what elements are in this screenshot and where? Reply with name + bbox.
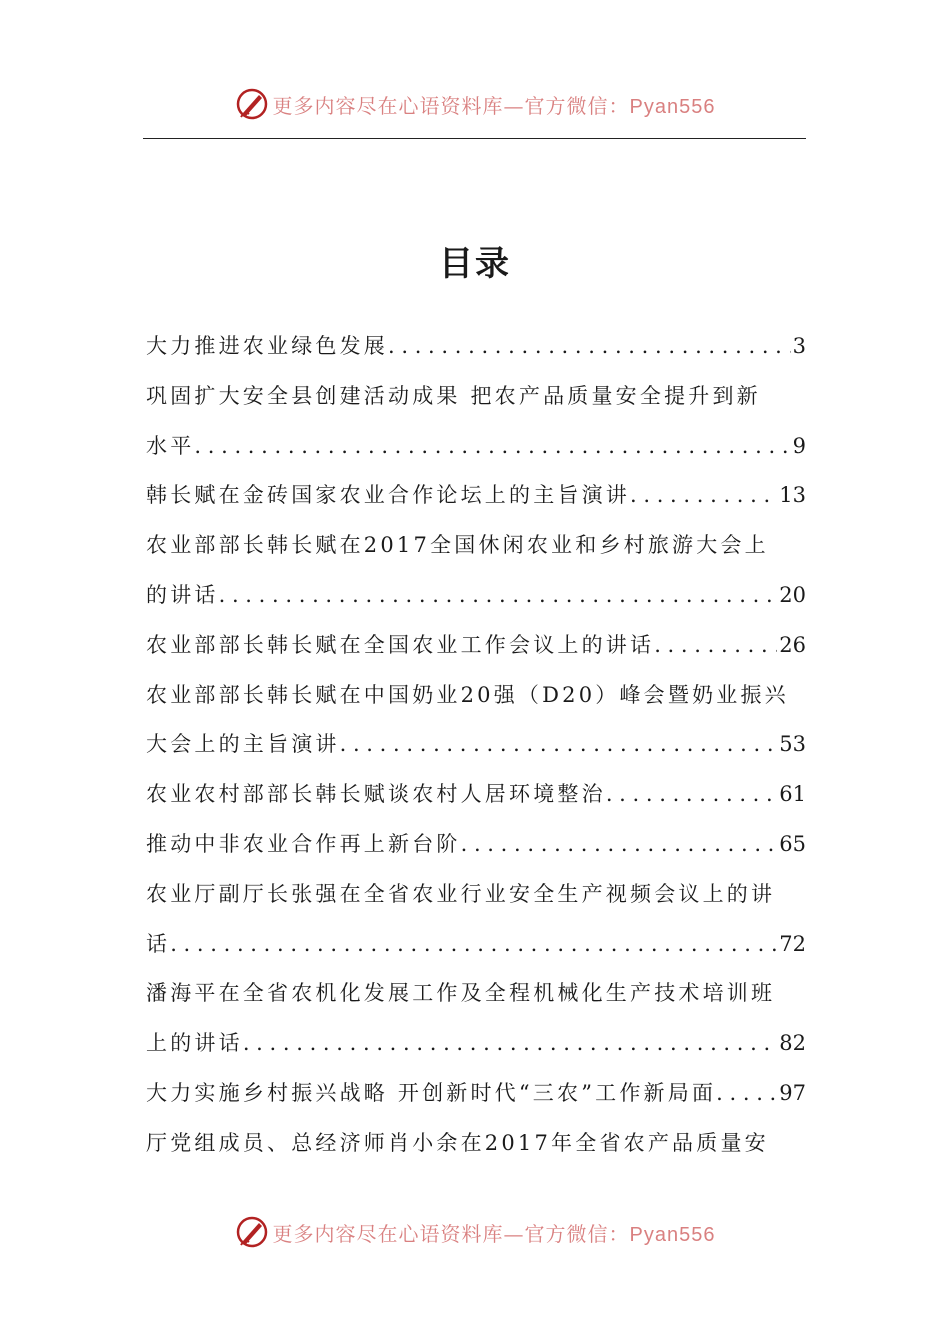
table-of-contents [146, 322, 806, 1169]
toc-line [146, 969, 806, 1019]
toc-entry-title: 水平 [146, 433, 195, 458]
toc-page-number: 97 [779, 1080, 806, 1105]
toc-page-number: 65 [779, 831, 806, 856]
toc-entry-title: 农业部部长韩长赋在全国农业工作会议上的讲话 [146, 632, 655, 657]
dot-leader [340, 720, 778, 770]
toc-line [146, 671, 806, 721]
dot-leader [461, 820, 778, 870]
toc-entry-title: 话 [146, 931, 171, 956]
toc-line [146, 720, 806, 770]
page-title: 目录 [439, 244, 511, 284]
toc-page-number: 72 [779, 931, 806, 956]
toc-line [146, 422, 806, 472]
dot-leader [194, 422, 790, 472]
toc-line [146, 920, 806, 970]
pen-logo-icon [235, 87, 269, 121]
header-banner [0, 84, 950, 124]
toc-line [146, 372, 806, 422]
toc-page-number: 3 [792, 334, 806, 358]
banner-text: 更多内容尽在心语资料库—官方微信：Pyan556 [272, 93, 716, 118]
toc-page-number: 53 [779, 732, 806, 757]
toc-page-number: 9 [792, 433, 806, 458]
toc-line [146, 820, 806, 870]
toc-line [146, 322, 806, 372]
toc-entry-title: 上的讲话 [146, 1031, 243, 1056]
toc-page-number: 26 [779, 632, 806, 657]
toc-entry-title: 厅党组成员、总经济师肖小余在2017年全省农产品质量安 [146, 1130, 769, 1155]
header-rule [143, 138, 806, 139]
banner-text: 更多内容尽在心语资料库—官方微信：Pyan556 [272, 1221, 716, 1246]
toc-entry-title: 农业农村部部长韩长赋谈农村人居环境整治 [146, 782, 606, 807]
toc-entry-title: 大力推进农业绿色发展 [146, 334, 388, 358]
toc-line [146, 571, 806, 621]
dot-leader [716, 1069, 777, 1119]
toc-entry-title: 韩长赋在金砖国家农业合作论坛上的主旨演讲 [146, 483, 630, 508]
toc-entry-title: 大会上的主旨演讲 [146, 732, 340, 757]
toc-entry-title: 巩固扩大安全县创建活动成果 把农产品质量安全提升到新 [146, 383, 761, 408]
toc-page-number: 82 [779, 1031, 806, 1056]
toc-entry-title: 农业部部长韩长赋在中国奶业20强（D20）峰会暨奶业振兴 [146, 682, 789, 707]
toc-line [146, 521, 806, 571]
dot-leader [219, 571, 778, 621]
toc-line [146, 471, 806, 521]
toc-line [146, 1069, 806, 1119]
toc-entry-title: 的讲话 [146, 582, 219, 607]
dot-leader [654, 621, 777, 671]
dot-leader [630, 471, 777, 521]
toc-entry-title: 推动中非农业合作再上新台阶 [146, 831, 461, 856]
toc-line [146, 1119, 806, 1169]
dot-leader [170, 920, 777, 970]
toc-entry-title: 农业部部长韩长赋在2017全国休闲农业和乡村旅游大会上 [146, 533, 769, 558]
toc-entry-title: 大力实施乡村振兴战略 开创新时代“三农”工作新局面 [146, 1080, 717, 1105]
toc-line [146, 870, 806, 920]
toc-line [146, 621, 806, 671]
footer-banner [0, 1212, 950, 1252]
dot-leader [388, 322, 791, 372]
dot-leader [606, 770, 777, 820]
toc-entry-title: 农业厅副厅长张强在全省农业行业安全生产视频会议上的讲 [146, 881, 776, 906]
toc-page-number: 13 [779, 483, 806, 508]
toc-line [146, 1019, 806, 1069]
toc-page-number: 61 [779, 782, 806, 807]
pen-logo-icon [235, 1215, 269, 1249]
toc-page-number: 20 [779, 582, 806, 607]
toc-line [146, 770, 806, 820]
dot-leader [243, 1019, 777, 1069]
toc-entry-title: 潘海平在全省农机化发展工作及全程机械化生产技术培训班 [146, 981, 776, 1006]
